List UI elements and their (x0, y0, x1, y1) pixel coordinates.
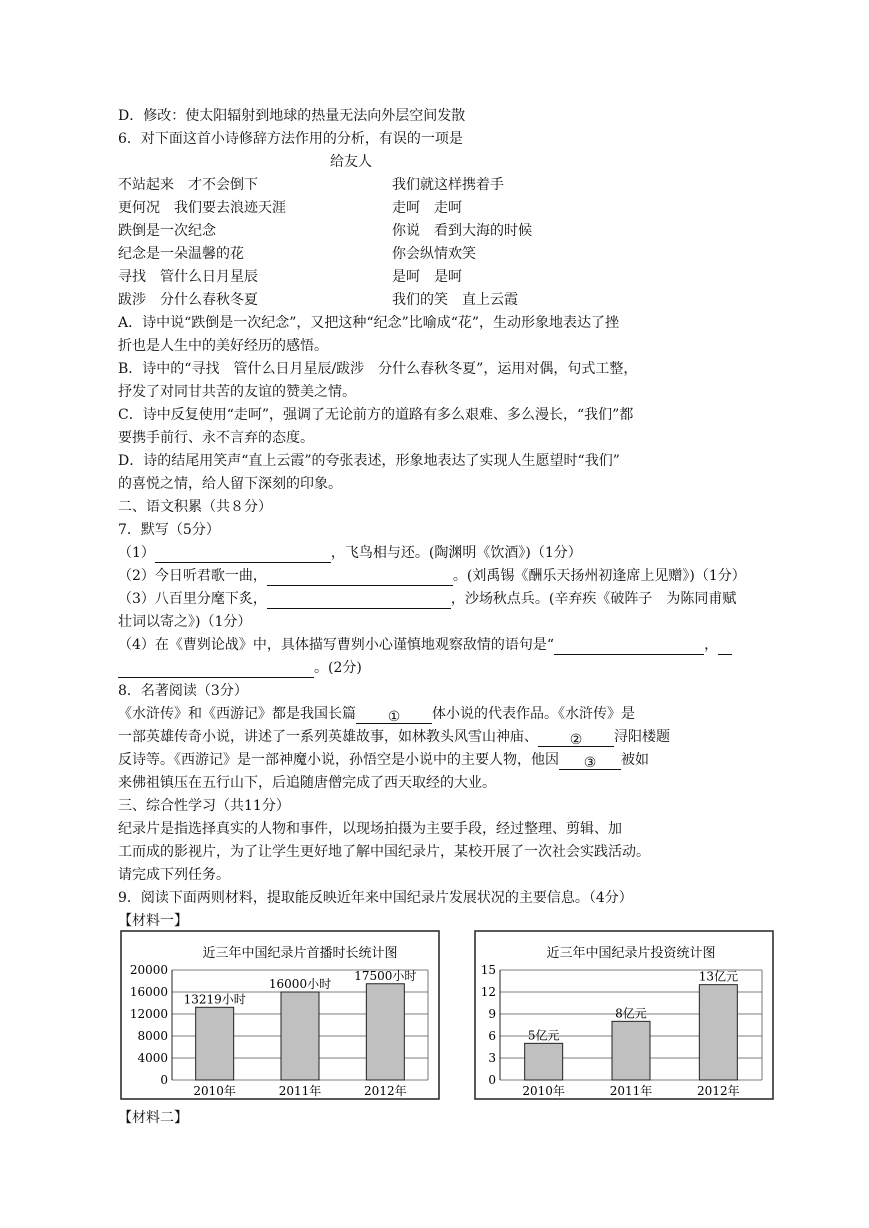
question-8: 8．名著阅读（3分） (118, 683, 248, 699)
intro-line: 请完成下列任务。 (118, 867, 230, 883)
answer-blank-3[interactable]: ③ (559, 753, 621, 770)
bar-data-label: 13219小时 (183, 992, 246, 1007)
bar-data-label: 13亿元 (698, 969, 738, 984)
y-tick-label: 6 (488, 1029, 496, 1043)
poem-line: 跋涉 分什么春秋冬夏 (118, 292, 258, 308)
poem-line: 走呵 走呵 (392, 200, 462, 216)
q8-line-1: 《水浒传》和《西游记》都是我国长篇 ① 体小说的代表作品。《水浒传》是 (118, 706, 635, 725)
bar (699, 985, 737, 1080)
option-b-cont: 抒发了对同甘共苦的友谊的赞美之情。 (118, 384, 356, 400)
answer-blank[interactable] (267, 569, 453, 586)
option-d: D．诗的结尾用笑声“直上云霞”的夸张表述，形象地表达了实现人生愿望时“我们” (118, 453, 620, 469)
y-tick-label: 9 (488, 1007, 496, 1021)
question-7: 7．默写（5分） (118, 522, 220, 538)
poem-line: 跌倒是一次纪念 (118, 223, 216, 239)
bar (196, 1007, 234, 1080)
bar-data-label: 8亿元 (615, 1006, 647, 1021)
bar (612, 1021, 650, 1080)
question-9: 9．阅读下面两则材料，提取能反映近年来中国纪录片发展状况的主要信息。（4分） (118, 890, 633, 906)
bar (366, 984, 404, 1080)
q7-item-4: （4）在《曹刿论战》中，具体描写曹刿小心谨慎地观察敌情的语句是“ ， (118, 635, 732, 655)
option-d-cont: 的喜悦之情，给人留下深刻的印象。 (118, 476, 342, 492)
option-c-cont: 要携手前行、永不言弃的态度。 (118, 430, 314, 446)
x-tick-label: 2012年 (364, 1084, 407, 1098)
y-tick-label: 12000 (129, 1007, 168, 1021)
x-tick-label: 2012年 (697, 1084, 740, 1098)
bar-data-label: 16000小时 (268, 977, 332, 991)
poem-title: 给友人 (330, 154, 372, 170)
section-2-heading: 二、语文积累（共８分） (118, 499, 272, 515)
q7-item-4-cont: 。(2分) (118, 658, 362, 678)
answer-blank[interactable] (118, 661, 314, 678)
investment-chart (474, 930, 774, 1100)
bar-data-label: 5亿元 (527, 1028, 560, 1043)
option-a-cont: 折也是人生中的美好经历的感悟。 (118, 338, 328, 354)
poem-line: 是呵 是呵 (392, 269, 462, 285)
material-1-label: 【材料一】 (118, 913, 188, 929)
answer-blank[interactable] (554, 638, 704, 655)
poem-line: 纪念是一朵温馨的花 (118, 246, 244, 262)
answer-blank[interactable] (267, 592, 451, 609)
poem-line: 更何况 我们要去浪迹天涯 (118, 200, 286, 216)
answer-blank[interactable] (718, 638, 732, 655)
y-tick-label: 4000 (137, 1051, 168, 1065)
section-3-heading: 三、综合性学习（共11分） (118, 798, 290, 814)
intro-line: 工而成的影视片，为了让学生更好地了解中国纪录片，某校开展了一次社会实践活动。 (118, 844, 650, 860)
chart-title: 近三年中国纪录片投资统计图 (546, 946, 716, 961)
y-tick-label: 12 (480, 985, 496, 999)
poem-line: 我们就这样携着手 (392, 177, 504, 193)
intro-line: 纪录片是指选择真实的人物和事件，以现场拍摄为主要手段，经过整理、剪辑、加 (118, 821, 622, 837)
bar-data-label: 17500小时 (354, 968, 417, 983)
y-tick-label: 20000 (129, 963, 168, 977)
option-b: B．诗中的“寻找 管什么日月星辰/跋涉 分什么春秋冬夏”，运用对偶，句式工整， (118, 361, 638, 377)
poem-line: 寻找 管什么日月星辰 (118, 269, 258, 285)
q8-line-2: 一部英雄传奇小说，讲述了一系列英雄故事，如林教头风雪山神庙、 ② 浔阳楼题 (118, 729, 670, 748)
chart-title: 近三年中国纪录片首播时长统计图 (202, 946, 398, 961)
x-tick-label: 2010年 (193, 1084, 236, 1098)
q8-line-3: 反诗等。《西游记》是一部神魔小说，孙悟空是小说中的主要人物，他因 ③ 被如 (118, 752, 649, 771)
y-tick-label: 0 (488, 1073, 496, 1087)
y-tick-label: 15 (480, 963, 496, 977)
q7-item-1: （1） ，飞鸟相与还。(陶渊明《饮酒》)（1分） (118, 545, 582, 561)
answer-blank-2[interactable]: ② (538, 730, 614, 747)
poem-line: 我们的笑 直上云霞 (392, 292, 518, 308)
x-tick-label: 2011年 (278, 1084, 322, 1098)
option-a: A．诗中说“跌倒是一次纪念”，又把这种“纪念”比喻成“花”，生动形象地表达了挫 (118, 315, 620, 331)
answer-blank-1[interactable]: ① (356, 707, 432, 724)
y-tick-label: 8000 (137, 1029, 168, 1043)
poem-line: 你说 看到大海的时候 (392, 223, 532, 239)
y-tick-label: 16000 (129, 985, 168, 999)
q7-item-2: （2）今日听君歌一曲， 。(刘禹锡《酬乐天扬州初逢席上见赠》)（1分） (118, 568, 746, 584)
poem-line: 你会纵情欢笑 (392, 246, 476, 262)
x-tick-label: 2010年 (522, 1084, 565, 1098)
option-c: C．诗中反复使用“走呵”，强调了无论前方的道路有多么艰难、多么漫长，“我们”都 (118, 407, 634, 423)
answer-blank[interactable] (155, 546, 331, 563)
bar (281, 992, 319, 1080)
y-tick-label: 3 (488, 1051, 496, 1065)
q8-line-4: 来佛祖镇压在五行山下，后追随唐僧完成了西天取经的大业。 (118, 775, 496, 791)
bar (525, 1043, 563, 1080)
y-tick-label: 0 (160, 1073, 168, 1087)
q7-item-3: （3）八百里分麾下炙， ，沙场秋点兵。(辛弃疾《破阵子 为陈同甫赋 (118, 591, 737, 607)
poem-line: 不站起来 才不会倒下 (118, 177, 258, 193)
option-d-revision: D．修改：使太阳辐射到地球的热量无法向外层空间发散 (118, 108, 466, 124)
x-tick-label: 2011年 (609, 1084, 653, 1098)
material-2-label: 【材料二】 (118, 1110, 188, 1126)
question-6: 6．对下面这首小诗修辞方法作用的分析，有误的一项是 (118, 131, 463, 147)
q7-item-3-cont: 壮词以寄之》)（1分） (118, 614, 252, 630)
broadcast-hours-chart (120, 930, 440, 1100)
